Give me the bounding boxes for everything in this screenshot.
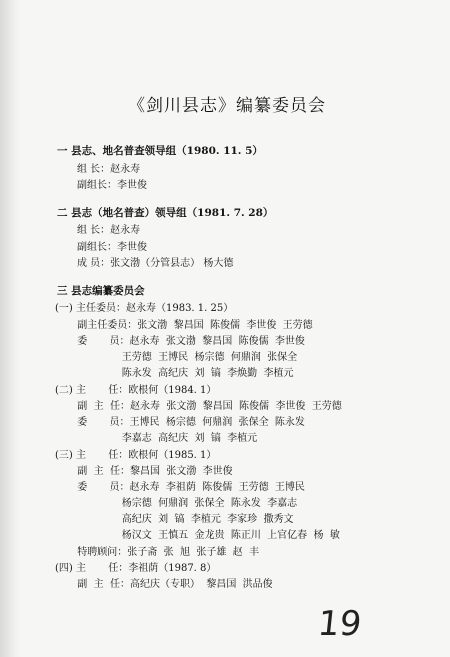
committee-line: (四) 主 任：李祖荫（1987. 8） [55, 563, 217, 574]
committee-line: 委 员：赵永寿 张文渤 黎昌国 陈俊儒 李世俊 [55, 336, 305, 347]
section-1-heading: 一 县志、地名普查领导组（1980. 11. 5） [57, 145, 263, 157]
committee-line: 委 员：王博民 杨宗德 何鼎润 张保全 陈永发 [55, 417, 305, 428]
committee-line: (三) 主 任：欧根何（1985. 1） [55, 450, 217, 461]
committee-line: (一) 主任委员：赵永寿（1983. 1. 25） [55, 303, 234, 314]
section-2-deputy: 副组长：李世俊 [77, 242, 147, 253]
committee-line: 副 主 任：赵永寿 张文渤 黎昌国 陈俊儒 李世俊 王劳德 [55, 401, 342, 412]
handwritten-page-number: 19 [315, 604, 364, 644]
committee-line: 委 员：赵永寿 李祖荫 陈俊儒 王劳德 王博民 [55, 482, 305, 493]
section-2-members: 成 员：张文渤（分管县志） 杨大德 [77, 258, 234, 269]
section-1-deputy: 副组长：李世俊 [77, 180, 147, 191]
section-2-heading: 二 县志（地名普查）领导组（1981. 7. 28） [57, 207, 274, 219]
section-2-leader: 组 长：赵永寿 [77, 225, 141, 236]
committee-line: 副 主 任：黎昌国 张文渤 李世俊 [55, 466, 233, 477]
committee-line: (二) 主 任：欧根何（1984. 1） [55, 385, 217, 396]
committee-line: 杨宗德 何鼎润 张保全 陈永发 李嘉志 [55, 498, 298, 509]
section-3-heading: 三 县志编纂委员会 [57, 285, 145, 297]
committee-line: 高纪庆 刘 镐 李植元 李家珍 撒秀文 [55, 514, 294, 525]
committee-line: 杨汉文 王慎五 金龙贵 陈正川 上官亿春 杨 敏 [55, 530, 340, 541]
committee-line: 陈永发 高纪庆 刘 镐 李焕勤 李植元 [55, 368, 294, 379]
page-title: 《剑川县志》编纂委员会 [128, 96, 326, 116]
committee-line: 李嘉志 高纪庆 刘 镐 李植元 [55, 433, 258, 444]
committee-line: 副主任委员：张文渤 黎昌国 陈俊儒 李世俊 王劳德 [55, 320, 313, 331]
section-1-leader: 组 长：赵永寿 [77, 164, 141, 175]
committee-line: 副 主 任：高纪庆（专职） 黎昌国 洪品俊 [55, 579, 273, 590]
committee-line: 特聘顾问：张子斋 张 旭 张子雄 赵 丰 [55, 547, 260, 558]
committee-line: 王劳德 王博民 杨宗德 何鼎润 张保全 [55, 352, 298, 363]
page-edge-shadow [0, 0, 21, 657]
